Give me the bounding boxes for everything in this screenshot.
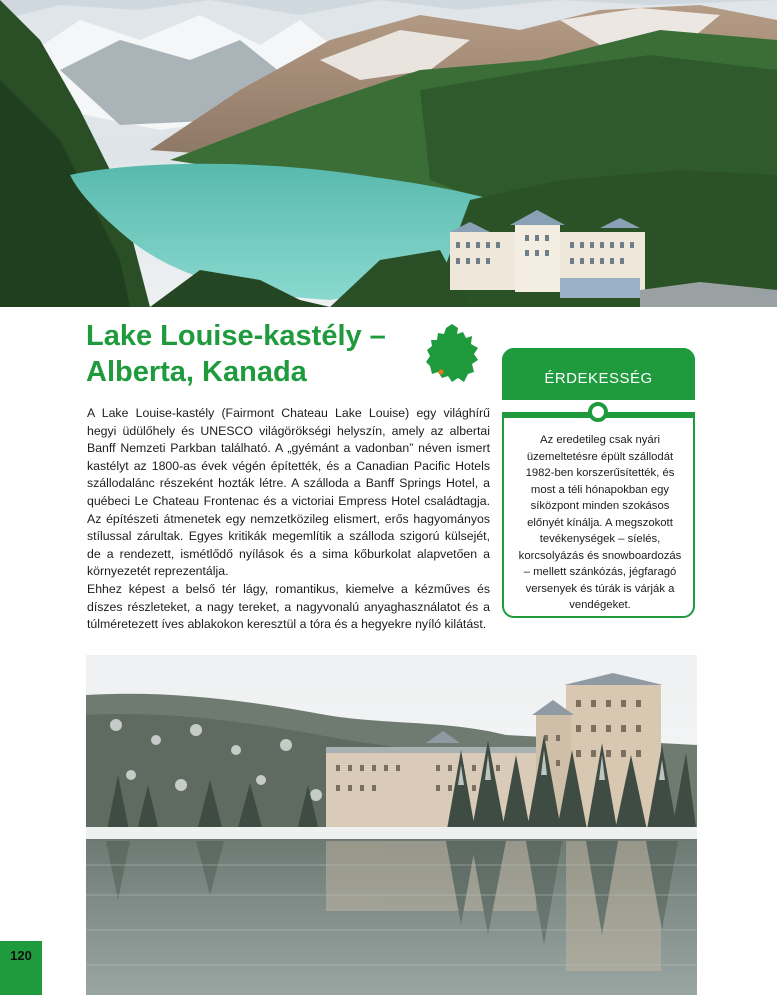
- page-title: [86, 318, 426, 390]
- hero-photo: [0, 0, 777, 307]
- article-body: [87, 405, 490, 634]
- fun-fact-heading: ÉRDEKESSÉG: [544, 370, 653, 387]
- fun-fact-text: Az eredetileg csak nyári üzemeltetésre épült szállodát 1982-ben korszerűsítették, és most a téli hónapokban egy síközpont minden szokásos előnyét kínálja. A megszokott tevékenységek – síelés, korcsolyázás és snowboardozás – mellett szánkózás, jégfaragó versenyek és túrák is várják a vendégeket.: [518, 434, 682, 611]
- fun-fact-header: [502, 348, 695, 400]
- fun-fact-box: [502, 348, 695, 618]
- canada-map-icon: [424, 322, 480, 386]
- article-paragraph-2: Ehhez képest a belső tér lágy, romantikus, kiemelve a kézműves és díszes részleteket, a nagy tereket, a nagyvonalú anyaghasználatot és a túlméretezett íves ablakokon keresztül a tóra és a hegyekre nyíló kilátást.: [87, 581, 490, 632]
- title-line-1: Lake Louise-kastély –: [86, 320, 386, 352]
- winter-photo: [86, 655, 697, 995]
- title-line-2: Alberta, Kanada: [86, 356, 307, 388]
- article-paragraph-1: A Lake Louise-kastély (Fairmont Chateau Lake Louise) egy világhírű hegyi üdülőhely és UNESCO világörökségi helyszín, amely az albertai Banff Nemzeti Parkban található. A „gyémánt a vadonban” néven ismert kastélyt az 1800-as évek végén építették, és a Canadian Pacific Hotels szállodalánc részeként hozták létre. A szálloda a Banff Springs Hotel, a québeci Le Chateau Frontenac és a victoriai Empress Hotel családtagja. Az építészeti átmenetek egy nemzetközileg elismert, erős hagyományos stílussal zárultak. Egyes kritikák megemlítik a szálloda szigorú külsejét, de a rendezett, ismétlődő nyílások és a sima kőburkolat alapvetően a környezetét reprezentálja.: [87, 406, 490, 579]
- fun-fact-dot-icon: [588, 402, 608, 422]
- page-number: 120: [0, 941, 42, 995]
